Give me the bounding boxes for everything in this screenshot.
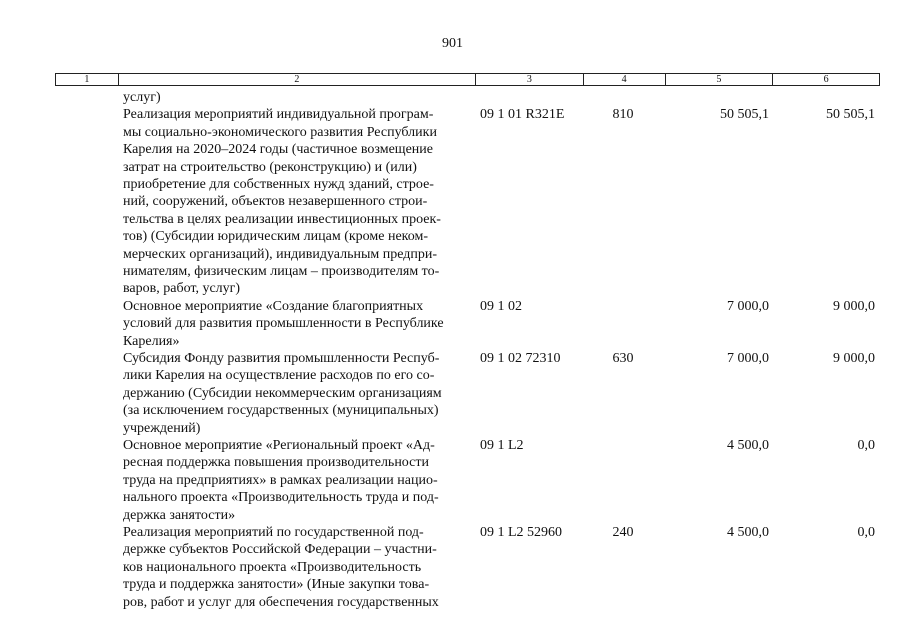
row-amount-col5: 4 500,0 bbox=[727, 437, 769, 453]
description-line: Карелия на 2020–2024 годы (частичное возмещение bbox=[123, 142, 433, 158]
row-expense-type: 630 bbox=[612, 350, 634, 366]
row-amount-col6: 0,0 bbox=[857, 437, 875, 453]
description-line: Реализация мероприятий по государственной под- bbox=[123, 524, 424, 540]
row-amount-col5: 4 500,0 bbox=[727, 524, 769, 540]
description-line: лики Карелия на осуществление расходов по его со- bbox=[123, 368, 435, 384]
description-line: держанию (Субсидии некоммерческим организациям bbox=[123, 385, 442, 401]
description-line: варов, работ, услуг) bbox=[123, 281, 241, 297]
description-line: приобретение для собственных нужд зданий, строе- bbox=[123, 177, 434, 193]
row-description bbox=[123, 437, 473, 524]
description-line: тельства в целях реализации инвестиционных проек- bbox=[123, 211, 441, 227]
row-description bbox=[123, 524, 473, 611]
row-amount-col6: 0,0 bbox=[857, 524, 875, 540]
header-col-6: 6 bbox=[823, 74, 829, 85]
description-line: (за исключением государственных (муниципальных) bbox=[123, 403, 439, 419]
description-line: затрат на строительство (реконструкцию) и (или) bbox=[123, 159, 417, 175]
table-row bbox=[0, 437, 905, 524]
row-expense-type: 240 bbox=[612, 524, 634, 540]
row-amount-col5: 7 000,0 bbox=[727, 298, 769, 314]
description-line: мерческих организаций), индивидуальным предпри- bbox=[123, 246, 438, 262]
table-header bbox=[55, 73, 880, 86]
row-amount-col6: 50 505,1 bbox=[826, 107, 875, 123]
table-row bbox=[0, 524, 905, 611]
table-body bbox=[0, 89, 905, 611]
row-amount-col6: 9 000,0 bbox=[833, 298, 875, 314]
row-code: 09 1 L2 52960 bbox=[480, 524, 563, 540]
description-line: нимателям, физическим лицам – производителям то- bbox=[123, 264, 440, 280]
description-line: Основное мероприятие «Создание благоприятных bbox=[123, 298, 424, 314]
table-row bbox=[0, 298, 905, 350]
description-line: труда и поддержка занятости» (Иные закупки това- bbox=[123, 577, 430, 593]
description-line: ков национального проекта «Производительность bbox=[123, 559, 422, 575]
header-col-1: 1 bbox=[56, 74, 119, 85]
row-expense-type: 810 bbox=[612, 107, 634, 123]
header-col-2: 2 bbox=[119, 74, 476, 85]
description-line: ний, сооружений, объектов незавершенного строи- bbox=[123, 194, 428, 210]
description-line: условий для развития промышленности в Республике bbox=[123, 316, 444, 332]
header-col-5: 5 bbox=[666, 74, 774, 85]
description-line: ров, работ и услуг для обеспечения государственных bbox=[123, 594, 439, 610]
row-code: 09 1 L2 bbox=[480, 437, 524, 453]
row-code: 09 1 02 72310 bbox=[480, 350, 561, 366]
description-line: учреждений) bbox=[123, 420, 201, 436]
description-line: тов) (Субсидии юридическим лицам (кроме неком- bbox=[123, 229, 429, 245]
row-code: 09 1 02 bbox=[480, 298, 522, 314]
description-line: ресная поддержка повышения производительности bbox=[123, 455, 429, 471]
table-row bbox=[0, 350, 905, 437]
row-amount-col5: 7 000,0 bbox=[727, 350, 769, 366]
header-col-4: 4 bbox=[584, 74, 666, 85]
description-line: Реализация мероприятий индивидуальной програм- bbox=[123, 107, 434, 123]
page-number: 901 bbox=[442, 36, 463, 51]
description-line: Основное мероприятие «Региональный проект «Ад- bbox=[123, 437, 435, 453]
header-col-3: 3 bbox=[476, 74, 584, 85]
row-amount-col6: 9 000,0 bbox=[833, 350, 875, 366]
description-line: держка занятости» bbox=[123, 507, 236, 523]
row-description bbox=[123, 89, 473, 106]
row-description bbox=[123, 350, 473, 437]
description-line: труда на предприятиях» в рамках реализации нацио- bbox=[123, 472, 438, 488]
description-line: держке субъектов Российской Федерации – участни- bbox=[123, 542, 437, 558]
description-line: услуг) bbox=[123, 90, 161, 105]
description-line: мы социально-экономического развития Республики bbox=[123, 124, 437, 140]
table-row bbox=[0, 89, 905, 106]
row-amount-col5: 50 505,1 bbox=[720, 107, 769, 123]
table-row bbox=[0, 106, 905, 297]
row-description bbox=[123, 298, 473, 350]
description-line: Карелия» bbox=[123, 333, 180, 349]
description-line: нального проекта «Производительность труда и под- bbox=[123, 490, 439, 506]
description-line: Субсидия Фонду развития промышленности Респуб- bbox=[123, 350, 440, 366]
row-code: 09 1 01 R321E bbox=[480, 107, 565, 123]
row-description bbox=[123, 106, 473, 297]
